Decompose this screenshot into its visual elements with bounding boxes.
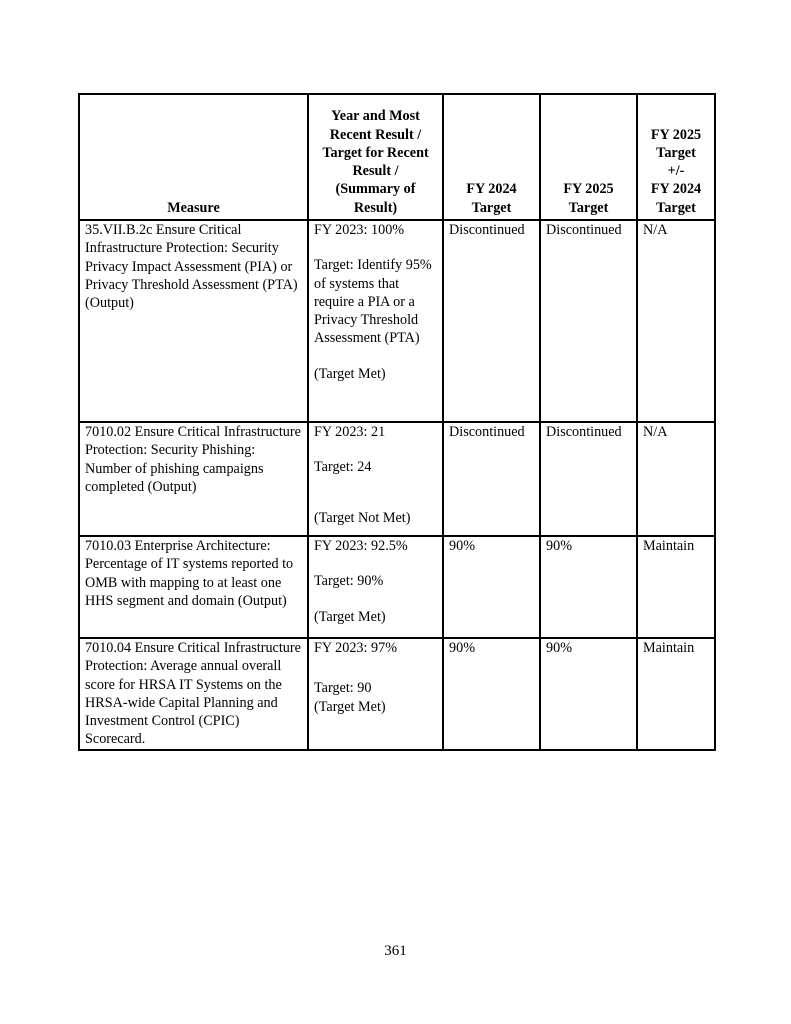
recent-result: FY 2023: 97% [314, 640, 398, 656]
target-difference-cell: Maintain [637, 536, 715, 638]
header-recent-line: Recent Result / [329, 126, 422, 143]
result-cell [308, 220, 443, 422]
recent-result: FY 2023: 100% [314, 222, 405, 238]
result-cell [308, 536, 443, 638]
header-recent-line: Target for Recent [322, 144, 429, 161]
measure-cell: 7010.02 Ensure Critical Infrastructure Protection: Security Phishing: Number of phishing campaigns completed (Output) [79, 422, 308, 536]
header-diff-line: +/- [667, 163, 685, 180]
header-recent-line: (Summary of [335, 181, 416, 198]
result-target: Target: 24 [314, 459, 372, 476]
result-cell [308, 638, 443, 750]
fy2025-target-cell: 90% [540, 638, 637, 750]
result-target: Target: 90 [314, 680, 372, 697]
fy2025-target-cell: Discontinued [540, 422, 637, 536]
performance-measures-table [78, 93, 716, 751]
measure-cell: 35.VII.B.2c Ensure Critical Infrastructure Protection: Security Privacy Impact Assessment (PIA) or Privacy Threshold Assessment (PTA) (Output) [79, 220, 308, 422]
recent-result: FY 2023: 21 [314, 424, 386, 440]
table-row [79, 422, 715, 536]
header-recent-result [308, 94, 443, 220]
result-status: (Target Met) [314, 365, 386, 382]
target-difference-cell: N/A [637, 422, 715, 536]
header-diff-line: Target [656, 199, 696, 216]
page-number: 361 [384, 943, 407, 959]
header-fy2025-target [540, 94, 637, 220]
fy2024-target-cell: Discontinued [443, 422, 540, 536]
target-difference-cell: Maintain [637, 638, 715, 750]
target-difference-cell: N/A [637, 220, 715, 422]
table-row [79, 638, 715, 750]
measure-cell: 7010.03 Enterprise Architecture: Percentage of IT systems reported to OMB with mapping to at least one HHS segment and domain (Output) [79, 536, 308, 638]
fy2025-target-cell: Discontinued [540, 220, 637, 422]
header-diff-line: FY 2025 [650, 126, 702, 143]
table-header-row [79, 94, 715, 220]
measure-cell: 7010.04 Ensure Critical Infrastructure Protection: Average annual overall score for HRSA IT Systems on the HRSA-wide Capital Planning and Investment Control (CPIC) Scorecard. [79, 638, 308, 750]
header-diff-line: FY 2024 [650, 181, 702, 198]
header-fy2024-target [443, 94, 540, 220]
fy2024-target-cell: Discontinued [443, 220, 540, 422]
header-target-difference [637, 94, 715, 220]
result-status: (Target Met) [314, 608, 386, 625]
fy2025-target-cell: 90% [540, 536, 637, 638]
result-target: Target: 90% [314, 573, 384, 590]
header-fy2025-line: Target [568, 199, 609, 216]
header-fy2024-line: FY 2024 [466, 181, 517, 198]
header-recent-line: Result / [352, 163, 399, 180]
header-diff-line: Target [656, 144, 696, 161]
fy2024-target-cell: 90% [443, 536, 540, 638]
header-fy2025-line: FY 2025 [563, 181, 614, 198]
result-target: Target: Identify 95% of systems that require a PIA or a Privacy Threshold Assessment (PTA) [314, 257, 432, 347]
header-measure: Measure [79, 94, 308, 220]
header-recent-line: Result) [353, 199, 398, 216]
result-status: (Target Not Met) [314, 509, 411, 526]
result-cell [308, 422, 443, 536]
header-fy2024-line: Target [471, 199, 512, 216]
header-recent-line: Year and Most [331, 108, 420, 125]
recent-result: FY 2023: 92.5% [314, 538, 408, 554]
table-row [79, 536, 715, 638]
table-row [79, 220, 715, 422]
fy2024-target-cell: 90% [443, 638, 540, 750]
result-status: (Target Met) [314, 698, 386, 715]
